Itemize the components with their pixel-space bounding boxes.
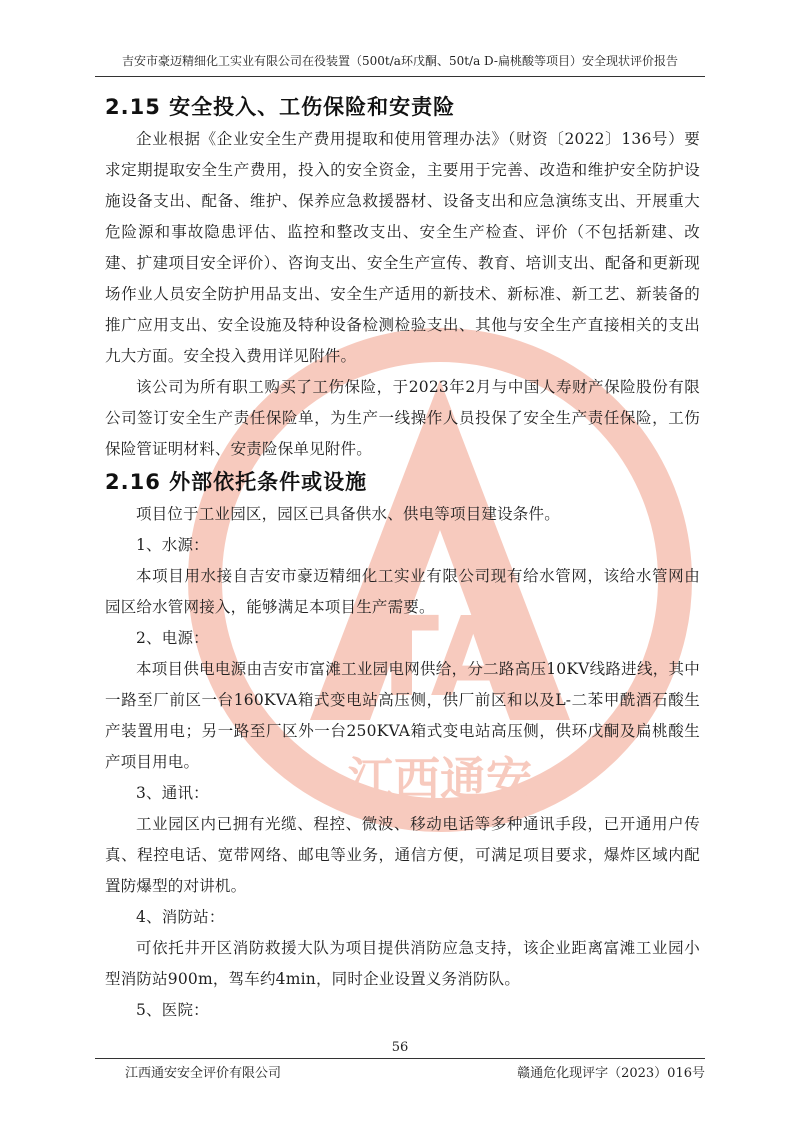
footer-doc-number: 赣通危化现评字（2023）016号 (517, 1066, 705, 1081)
subheading-fire-station: 4、消防站： (136, 908, 225, 926)
watermark-bottom-text: 江西通安 (348, 752, 532, 806)
paragraph: 本项目供电电源由吉安市富滩工业园电网供给，分二路高压10KV线路进线，其中一路至厂前区一台160KVA箱式变电站高压侧，供厂前区和以及L-二苯甲酰酒石酸生产装置用电；另一路至厂区外一台250KVA箱式变电站高压侧，供环戊酮及扁桃酸生产项目用电。 (105, 660, 700, 771)
page-content (105, 90, 700, 1026)
header-rule (95, 76, 705, 77)
page-header: 吉安市豪迈精细化工实业有限公司在役装置（500t/a环戊酮、50t/a D-扁桃酸等项目）安全现状评价报告 (122, 54, 678, 68)
paragraph: 本项目用水接自吉安市豪迈精细化工实业有限公司现有给水管网，该给水管网由园区给水管网接入，能够满足本项目生产需要。 (105, 567, 700, 616)
subheading-water: 1、水源： (136, 536, 209, 554)
footer-rule (95, 1058, 705, 1059)
paragraph: 可依托井开区消防救援大队为项目提供消防应急支持，该企业距离富滩工业园小型消防站900m，驾车约4min，同时企业设置义务消防队。 (105, 939, 700, 988)
paragraph: 工业园区内已拥有光缆、程控、微波、移动电话等多种通讯手段，已开通用户传真、程控电话、宽带网络、邮电等业务，通信方便，可满足项目要求，爆炸区域内配置防爆型的对讲机。 (105, 815, 700, 895)
paragraph: 企业根据《企业安全生产费用提取和使用管理办法》（财资〔2022〕136号）要求定期提取安全生产费用，投入的安全资金，主要用于完善、改造和维护安全防护设施设备支出、配备、维护、保养应急救援器材、设备支出和应急演练支出、开展重大危险源和事故隐患评估、监控和整改支出、安全生产检查、评价（不包括新建、改建、扩建项目安全评价）、咨询支出、安全生产宣传、教育、培训支出、配备和更新现场作业人员安全防护用品支出、安全生产适用的新技术、新标准、新工艺、新装备的推广应用支出、安全设施及特种设备检测检验支出、其他与安全生产直接相关的支出九大方面。安全投入费用详见附件。 (105, 130, 700, 365)
section-heading-2-15: 2.15 安全投入、工伤保险和安责险 (105, 95, 456, 119)
section-heading-2-16: 2.16 外部依托条件或设施 (105, 470, 368, 494)
paragraph: 项目位于工业园区，园区已具备供水、供电等项目建设条件。 (136, 505, 560, 523)
subheading-communication: 3、通讯： (136, 784, 209, 802)
subheading-hospital: 5、医院： (136, 1001, 209, 1019)
subheading-power: 2、电源： (136, 629, 209, 647)
footer-company: 江西通安安全评价有限公司 (125, 1066, 282, 1081)
paragraph: 该公司为所有职工购买了工伤保险，于2023年2月与中国人寿财产保险股份有限公司签订安全生产责任保险单，为生产一线操作人员投保了安全生产责任保险，工伤保险管证明材料、安责险保单见附件。 (105, 378, 700, 458)
page-number: 56 (391, 1040, 409, 1055)
watermark-letters: TA (364, 593, 516, 721)
